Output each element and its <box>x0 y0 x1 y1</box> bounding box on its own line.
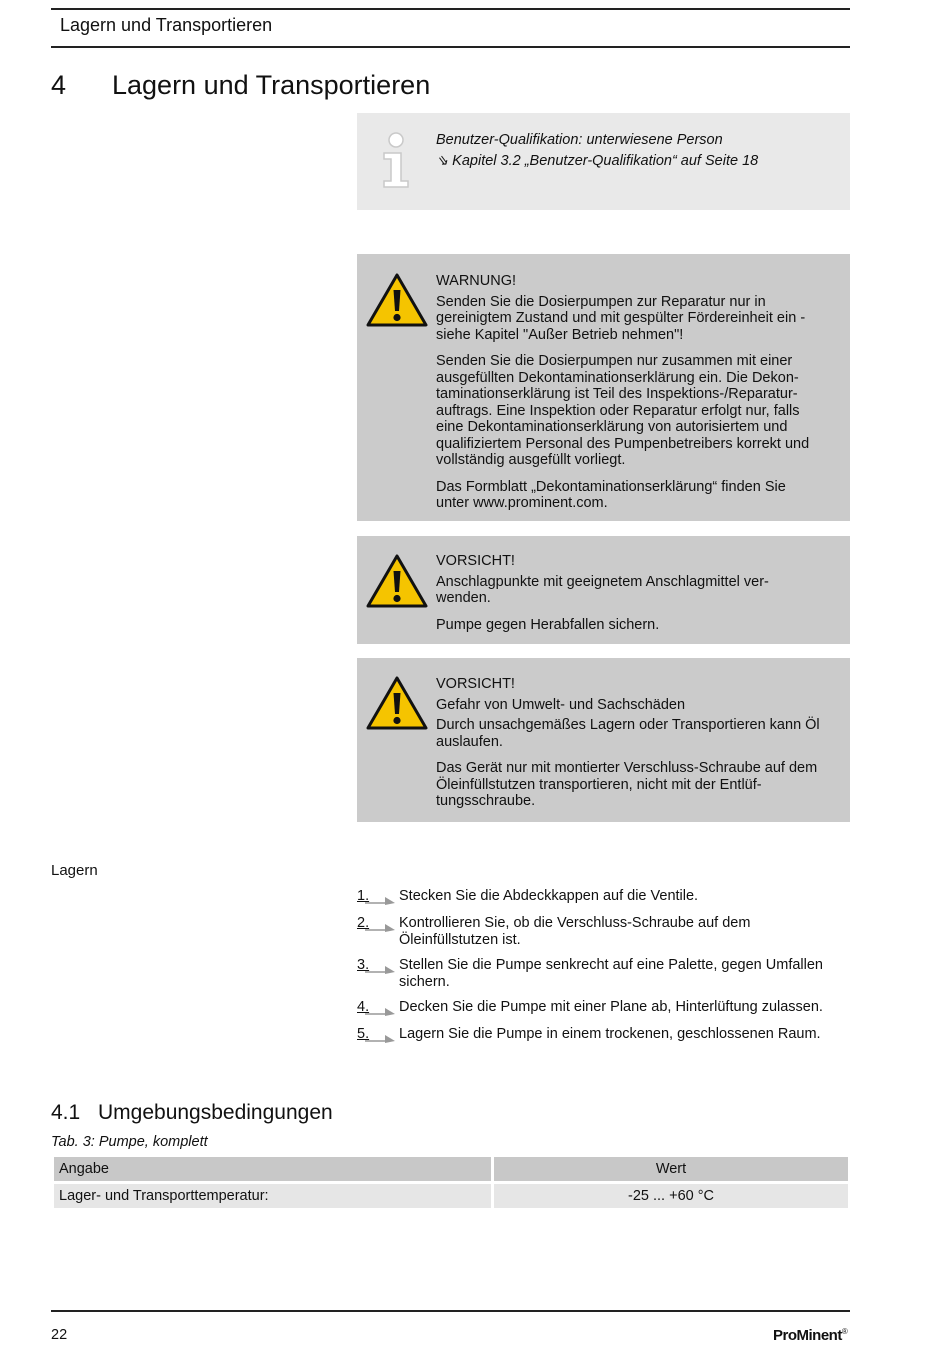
caution-signal-word: VORSICHT! <box>436 676 515 692</box>
warning-signal-word: WARNUNG! <box>436 273 517 289</box>
step-arrow-icon <box>365 960 395 974</box>
warning-paragraph: Senden Sie die Dosierpumpen nur zusammen mit einer ausgefüllten Dekontaminationserklärung ein. Die Dekon-taminationserklärung ist Teil des Inspektions-/Reparatur-auftrags. Eine Inspektion oder Reparatur erfolgt nur, falls eine Dekontaminationserklärung von autorisiertem und qualifiziertem Personal des Pumpenbetreibers korrekt und vollständig ausgefüllt vorliegt. <box>436 353 810 468</box>
list-item <box>357 957 850 990</box>
step-number: 1. <box>357 888 370 904</box>
list-item <box>357 915 850 948</box>
table-cell: -25 ... +60 °C <box>494 1184 848 1208</box>
qualification-text: Benutzer-Qualifikation: unterwiesene Person <box>436 132 723 148</box>
top-rule <box>51 8 850 10</box>
warning-paragraph: Das Formblatt „Dekontaminationserklärung“ finden Sie unter www.prominent.com. <box>436 478 786 511</box>
chapter-number: 4 <box>51 70 67 100</box>
step-arrow-icon <box>365 891 395 905</box>
running-header-title: Lagern und Transportieren <box>60 15 273 35</box>
environment-table <box>51 1154 851 1211</box>
info-icon <box>379 131 413 189</box>
table-cell: Lager- und Transporttemperatur: <box>54 1184 491 1208</box>
list-item <box>357 999 850 1017</box>
header-rule <box>51 46 850 48</box>
caution-box-2 <box>357 658 850 822</box>
step-text: Stellen Sie die Pumpe senkrecht auf eine Palette, gegen Umfallen sichern. <box>399 957 823 990</box>
caution-paragraph: Das Gerät nur mit montierter Verschluss-Schraube auf dem Öleinfüllstutzen transportieren, nicht mit der Entlüf-tungsschraube. <box>436 760 818 809</box>
caution-subtitle: Gefahr von Umwelt- und Sachschäden <box>436 696 686 713</box>
step-arrow-icon <box>365 1002 395 1016</box>
page-number: 22 <box>51 1327 68 1343</box>
warning-triangle-icon <box>365 553 429 609</box>
logo-text: ProMinent <box>773 1327 842 1344</box>
column-header-angabe: Angabe <box>54 1157 491 1181</box>
table-caption: Tab. 3: Pumpe, komplett <box>51 1134 208 1150</box>
step-text: Lagern Sie die Pumpe in einem trockenen, geschlossenen Raum. <box>399 1026 821 1042</box>
section-title: Umgebungsbedingungen <box>98 1101 333 1124</box>
caution-paragraph: Durch unsachgemäßes Lagern oder Transportieren kann Öl auslaufen. <box>436 717 820 750</box>
qualification-reference-link[interactable]: ⇘ Kapitel 3.2 „Benutzer-Qualifikation“ auf Seite 18 <box>436 152 759 169</box>
step-number: 2. <box>357 915 370 931</box>
caution-paragraph: Anschlagpunkte mit geeignetem Anschlagmittel ver-wenden. <box>436 573 769 606</box>
warning-triangle-icon <box>365 675 429 731</box>
step-arrow-icon <box>365 918 395 932</box>
step-number: 4. <box>357 999 370 1015</box>
caution-paragraph: Pumpe gegen Herabfallen sichern. <box>436 616 660 633</box>
step-text: Kontrollieren Sie, ob die Verschluss-Schraube auf dem Öleinfüllstutzen ist. <box>399 915 751 948</box>
warning-paragraph: Senden Sie die Dosierpumpen zur Reparatur nur in gereinigtem Zustand und mit gespülter Fördereinheit ein - siehe Kapitel "Außer Betrieb nehmen"! <box>436 293 806 343</box>
footer-rule <box>51 1310 850 1312</box>
warning-box <box>357 254 850 521</box>
info-box <box>357 113 850 210</box>
warning-triangle-icon <box>365 272 429 328</box>
caution-box-1 <box>357 536 850 644</box>
table-row <box>54 1184 848 1208</box>
step-number: 3. <box>357 957 370 973</box>
section-number: 4.1 <box>51 1101 81 1124</box>
prominent-logo <box>773 1327 847 1344</box>
list-item <box>357 1026 850 1044</box>
chapter-title: Lagern und Transportieren <box>112 70 431 100</box>
step-text: Decken Sie die Pumpe mit einer Plane ab, Hinterlüftung zulassen. <box>399 999 823 1015</box>
step-text: Stecken Sie die Abdeckkappen auf die Ventile. <box>399 888 699 904</box>
storage-steps-list <box>357 888 850 1053</box>
step-number: 5. <box>357 1026 370 1042</box>
logo-registered-mark: ® <box>841 1327 848 1336</box>
column-header-wert: Wert <box>494 1157 848 1181</box>
storage-label: Lagern <box>51 862 98 879</box>
table-header-row <box>54 1157 848 1181</box>
list-item <box>357 888 850 906</box>
caution-signal-word: VORSICHT! <box>436 553 515 569</box>
step-arrow-icon <box>365 1029 395 1043</box>
